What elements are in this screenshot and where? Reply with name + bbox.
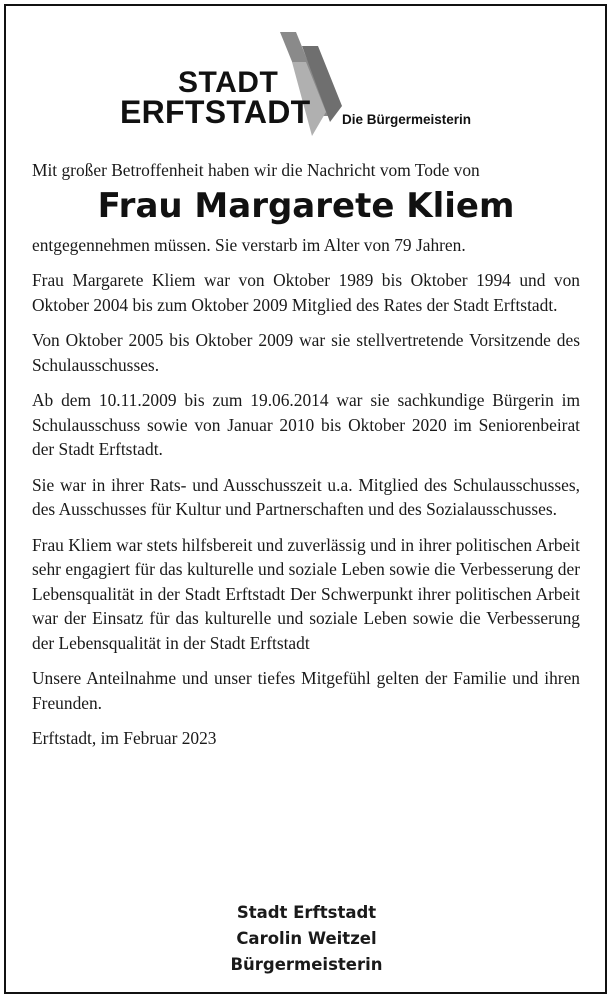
signature-block — [0, 900, 613, 978]
deceased-name: Frau Margarete Kliem — [97, 185, 515, 226]
notice-body — [32, 158, 580, 762]
paragraph-1: entgegennehmen müssen. Sie verstarb im Alter von 79 Jahren. — [32, 234, 466, 255]
paragraph-5: Sie war in ihrer Rats- und Ausschusszeit u.a. Mitglied des Schulausschusses, des Ausschusses für Kultur und Partnerschaften und des Sozialausschusses. — [32, 474, 580, 519]
logo-line-erftstadt: ERFTSTADT — [120, 94, 311, 130]
logo-line-stadt: STADT — [178, 66, 279, 99]
city-logo — [120, 30, 500, 140]
paragraph-7: Unsere Anteilnahme und unser tiefes Mitgefühl gelten der Familie und ihren Freunden. — [32, 668, 580, 713]
signature-title: Bürgermeisterin — [230, 955, 383, 974]
signature-city: Stadt Erftstadt — [236, 903, 377, 922]
intro-text: Mit großer Betroffenheit haben wir die Nachricht vom Tode von — [32, 160, 480, 180]
paragraph-4: Ab dem 10.11.2009 bis zum 19.06.2014 war sie sachkundige Bürgerin im Schulausschuss sowie von Januar 2010 bis Oktober 2020 im Seniorenbeirat der Stadt Erftstadt. — [32, 390, 580, 459]
paragraph-2: Frau Margarete Kliem war von Oktober 1989 bis Oktober 1994 und von Oktober 2004 bis zum Oktober 2009 Mitglied des Rates der Stadt Erftstadt. — [32, 270, 580, 315]
place-date: Erftstadt, im Februar 2023 — [32, 728, 217, 748]
signature-name: Carolin Weitzel — [236, 929, 377, 948]
paragraph-6: Frau Kliem war stets hilfsbereit und zuverlässig und in ihrer politischen Arbeit sehr engagiert für das kulturelle und soziale Leben sowie die Verbesserung der Lebensqualität in der Stadt Erftstadt Der Schwerpunkt ihrer politischen Arbeit war der Einsatz für das kulturelle und soziale Leben sowie die Verbesserung der Lebensqualität in der Stadt Erftstadt — [32, 534, 580, 653]
paragraph-3: Von Oktober 2005 bis Oktober 2009 war sie stellvertretende Vorsitzende des Schulausschusses. — [32, 330, 580, 375]
logo-subtitle: Die Bürgermeisterin — [342, 112, 472, 127]
